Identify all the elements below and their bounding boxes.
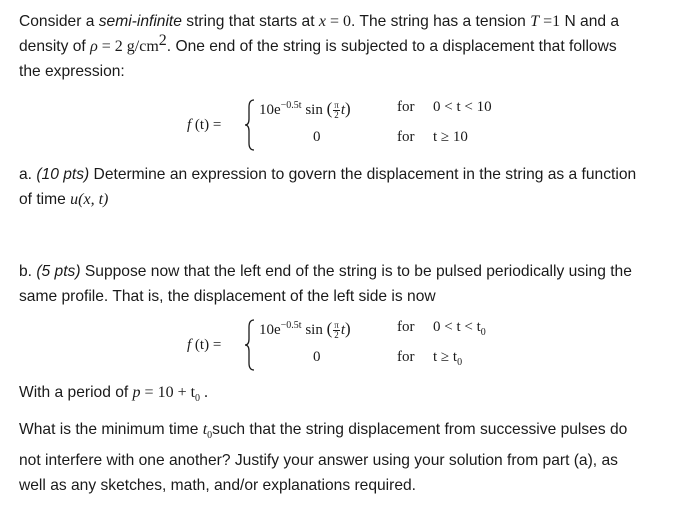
question-line-2	[19, 448, 669, 473]
math-var-p: p	[132, 384, 141, 401]
eq2-cond-2-text: t ≥ t	[433, 349, 458, 365]
intro-line-1	[19, 9, 669, 34]
eq2-cond-2-sub: 0	[457, 357, 463, 368]
eq1-case-1	[259, 99, 351, 120]
part-b-points: (5 pts)	[36, 263, 81, 280]
part-b-text: same profile. That is, the displacement of the left side is now	[19, 288, 436, 305]
eq1-for-1: for	[397, 99, 415, 115]
eq2-case-1	[259, 319, 351, 340]
eq1-amplitude: 10e	[259, 102, 281, 118]
question-paragraph	[19, 417, 669, 498]
period-text: With a period of	[19, 384, 133, 401]
eq2-exponent: −0.5t	[280, 320, 302, 331]
question-text: such that the string displacement from successive pulses do	[212, 421, 628, 438]
math-u-x-t: u(x, t)	[70, 191, 109, 208]
eq1-left-brace	[244, 99, 256, 151]
part-b-line-2	[19, 284, 669, 309]
eq1-arg: t	[340, 102, 345, 118]
eq1-case-2: 0	[313, 129, 321, 145]
eq1-frac-den: 2	[334, 110, 339, 121]
eq2-cond-1-sub: 0	[480, 327, 486, 338]
math-eq: = 0	[326, 13, 352, 30]
eq2-paren: (	[326, 319, 333, 338]
question-line-1	[19, 417, 669, 448]
part-b	[19, 259, 669, 309]
question-line-3	[19, 473, 669, 498]
part-b-line-1	[19, 259, 669, 284]
math-var-x: x	[318, 13, 326, 30]
eq1-fraction	[333, 101, 340, 120]
math-eq: = 10 + t	[140, 384, 196, 401]
eq2-fraction	[333, 321, 340, 340]
math-subscript: 0	[195, 393, 201, 405]
eq1-cond-1: 0 < t < 10	[433, 99, 492, 115]
part-a-points: (10 pts)	[36, 166, 90, 183]
intro-line-3	[19, 59, 669, 84]
part-a-line-2	[19, 187, 669, 212]
part-b-text: Suppose now that the left end of the string is to be pulsed periodically using the	[80, 263, 632, 280]
math-eq: = 2 g/cm	[97, 38, 159, 55]
eq1-for-2: for	[397, 129, 415, 145]
math-subscript: 0	[207, 430, 213, 442]
eq2-f: f	[187, 337, 192, 353]
eq1-cond-2: t ≥ 10	[433, 129, 468, 145]
eq1-frac-num: π	[334, 100, 339, 111]
intro-text: . One end of the string is subjected to a displacement that follows	[166, 38, 617, 55]
part-a-text: Determine an expression to govern the displacement in the string as a function	[89, 166, 637, 183]
math-var-rho: ρ	[90, 38, 98, 55]
eq1-lhs	[187, 117, 221, 134]
eq2-lhs	[187, 337, 221, 354]
part-a-line-1	[19, 162, 669, 187]
eq2-cond-1-text: 0 < t < t	[433, 319, 481, 335]
intro-text: string that starts at	[181, 13, 319, 30]
intro-text: . The string has a tension	[351, 13, 531, 30]
eq1-exponent: −0.5t	[280, 100, 302, 111]
eq2-lhs-rest: (t) =	[191, 337, 222, 353]
eq1-paren: (	[326, 99, 333, 118]
eq2-frac-den: 2	[334, 330, 339, 341]
intro-text: N and a	[560, 13, 620, 30]
math-var-t0: t	[202, 421, 208, 438]
intro-text: density of	[19, 38, 91, 55]
math-exponent: 2	[158, 31, 167, 49]
part-a	[19, 162, 669, 212]
part-a-text: of time	[19, 191, 71, 208]
intro-emphasis: semi-infinite	[98, 13, 182, 30]
question-text: What is the minimum time	[19, 421, 203, 438]
eq2-left-brace	[244, 319, 256, 371]
eq1-sin: sin	[301, 102, 327, 118]
eq1-f: f	[187, 117, 192, 133]
part-b-label: b.	[19, 263, 37, 280]
eq1-paren: )	[345, 99, 351, 118]
eq2-amplitude: 10e	[259, 322, 281, 338]
intro-text: Consider a	[19, 13, 99, 30]
eq2-case-2: 0	[313, 349, 321, 365]
period-line	[19, 380, 669, 411]
eq2-paren: )	[345, 319, 351, 338]
eq2-frac-num: π	[334, 320, 339, 331]
math-var-T: T	[530, 13, 540, 30]
period-dot: .	[200, 384, 209, 401]
intro-text: the expression:	[19, 63, 125, 80]
eq2-sin: sin	[301, 322, 327, 338]
question-text: not interfere with one another? Justify your answer using your solution from part (a), as	[19, 452, 618, 470]
eq2-for-1: for	[397, 319, 415, 335]
eq1-lhs-rest: (t) =	[191, 117, 222, 133]
intro-line-2	[19, 31, 669, 59]
eq2-cond-2	[433, 349, 462, 368]
math-eq: =1	[539, 13, 561, 30]
eq2-for-2: for	[397, 349, 415, 365]
eq2-arg: t	[340, 322, 345, 338]
eq2-cond-1	[433, 319, 486, 338]
intro-paragraph	[19, 9, 669, 84]
question-text: well as any sketches, math, and/or explanations required.	[19, 477, 416, 495]
part-a-label: a.	[19, 166, 37, 183]
